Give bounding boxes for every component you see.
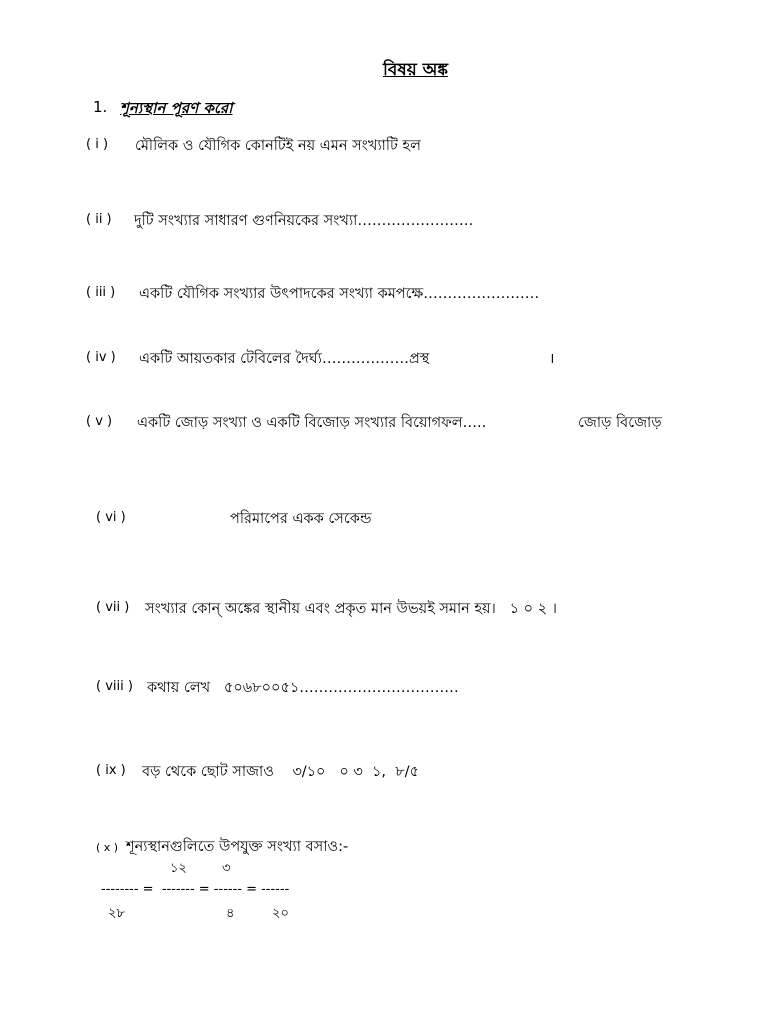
question-label-viii: ( viii ) <box>96 679 133 694</box>
section-title: শূন্যস্থান পূরণ করো <box>120 99 233 117</box>
question-text-iv: একটি আয়তকার টেবিলের দৈর্ঘ্য………………প্রস্থ <box>139 351 430 367</box>
fraction-denominator-3: ২০ <box>272 906 289 921</box>
question-text-v: একটি জোড় সংখ্যা ও একটি বিজোড় সংখ্যার বিয়োগফল….. <box>137 415 487 431</box>
page-title: বিষয় অঙ্ক <box>383 60 448 80</box>
question-suffix-v: জোড় বিজোড় <box>578 415 662 431</box>
question-text-viii: কথায় লেখ ৫০৬৮০০৫১…………………………… <box>147 680 459 696</box>
question-label-ix: ( ix ) <box>96 763 126 778</box>
question-text-ix: বড় থেকে ছোট সাজাও ৩/১০ ০ ৩ ১, ৮/৫ <box>142 764 419 780</box>
question-label-iii: ( iii ) <box>86 285 116 300</box>
question-label-i: ( i ) <box>86 137 109 152</box>
fraction-numerator-2: ৩ <box>222 861 231 876</box>
question-suffix-iv: । <box>549 351 555 367</box>
question-text-iii: একটি যৌগিক সংখ্যার উৎপাদকের সংখ্যা কমপক্ষে…………………… <box>139 286 540 302</box>
question-text-vi: পরিমাপের একক সেকেন্ড <box>230 511 372 527</box>
question-label-iv: ( iv ) <box>86 350 116 365</box>
section-number: 1. <box>93 98 108 116</box>
fraction-numerator-1: ১২ <box>170 861 187 876</box>
question-text-i: মৌলিক ও যৌগিক কোনটিই নয় এমন সংখ্যাটি হল <box>135 138 421 154</box>
question-label-x: ( x ) <box>96 841 119 854</box>
fraction-dashes: -------- = ------- = ------ = ------ <box>101 882 290 897</box>
question-label-vii: ( vii ) <box>96 600 130 615</box>
question-label-v: ( v ) <box>86 414 113 429</box>
fraction-denominator-1: ২৮ <box>108 906 125 921</box>
question-text-x: শূন্যস্থানগুলিতে উপযুক্ত সংখ্যা বসাও:- <box>126 839 349 855</box>
question-label-ii: ( ii ) <box>86 212 112 227</box>
question-label-vi: ( vi ) <box>96 510 126 525</box>
question-text-ii: দুটি সংখ্যার সাধারণ গুণনিয়কের সংখ্যা…………………… <box>134 213 474 229</box>
question-text-vii: সংখ্যার কোন্ অঙ্কের স্থানীয় এবং প্রকৃত মান উভয়ই সমান হয়। ১ ০ ২ । <box>145 601 557 617</box>
fraction-denominator-2: ৪ <box>226 906 235 921</box>
